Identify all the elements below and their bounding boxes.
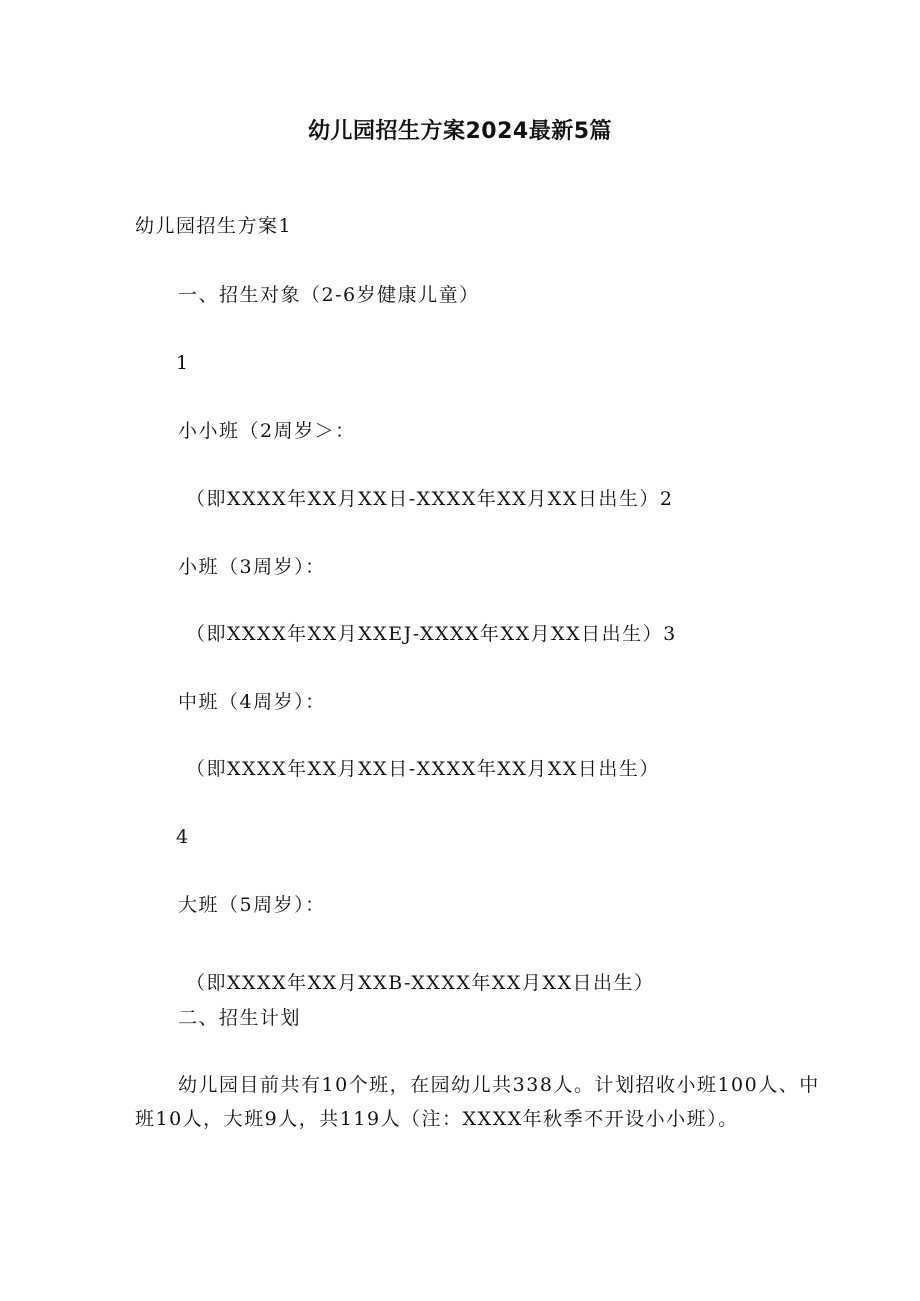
class-dates-nursery: （即XXXX年XX月XX日-XXXX年XX月XX日出生）2 [186,488,674,510]
class-dates-small: （即XXXX年XX月XXEJ-XXXX年XX月XX日出生）3 [186,623,677,645]
item-number-4: 4 [176,826,190,848]
heading-enrollment-target: 一、招生对象（2-6岁健康儿童） [178,284,480,306]
document-title: 幼儿园招生方案2024最新5篇 [307,119,613,144]
section-heading: 幼儿园招生方案1 [135,215,293,237]
heading-enrollment-plan: 二、招生计划 [178,1007,302,1029]
class-label-large: 大班（5周岁）： [178,894,326,916]
plan-paragraph-line-2: 班10人，大班9人，共119人（注：XXXX年秋季不开设小小班）。 [135,1108,739,1130]
class-dates-large: （即XXXX年XX月XXB-XXXX年XX月XX日出生） [186,972,655,994]
class-label-small: 小班（3周岁）： [178,556,326,578]
class-label-middle: 中班（4周岁）： [178,691,326,713]
plan-paragraph-line-1: 幼儿园目前共有10个班，在园幼儿共338人。计划招收小班100人、中 [178,1074,820,1096]
class-dates-middle: （即XXXX年XX月XX日-XXXX年XX月XX日出生） [186,758,660,780]
item-number-1: 1 [176,352,190,374]
class-label-nursery: 小小班（2周岁＞： [178,420,356,442]
